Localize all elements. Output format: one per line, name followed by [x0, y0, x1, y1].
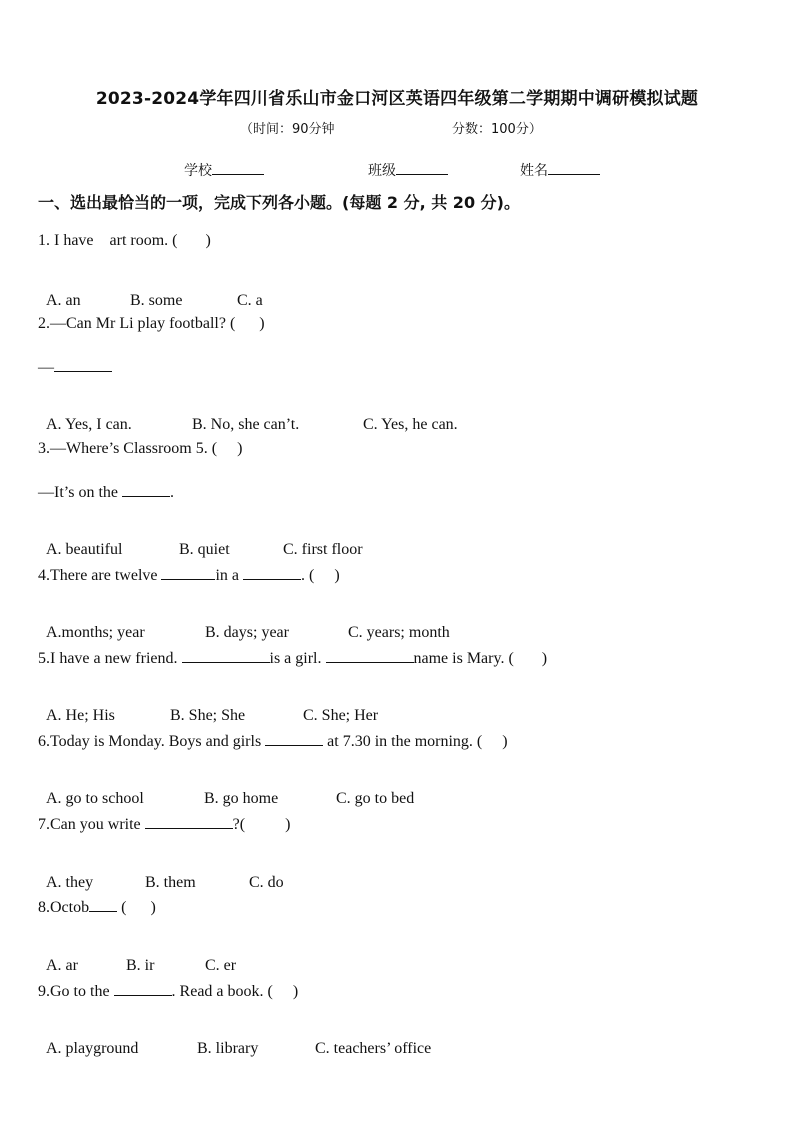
question-4-stem: [38, 565, 340, 585]
option-c[interactable]: C. years; month: [348, 624, 450, 641]
option-b[interactable]: B. quiet: [179, 541, 230, 558]
option-c[interactable]: C. teachers’ office: [315, 1040, 432, 1057]
option-a[interactable]: A. go to school: [46, 790, 144, 807]
answer-blank-2[interactable]: [243, 565, 301, 580]
option-a[interactable]: A. Yes, I can.: [46, 416, 132, 433]
question-8-stem: [38, 897, 156, 917]
class-label: 班级: [368, 163, 396, 179]
exam-score: 分数：100分）: [452, 122, 542, 137]
stem-text: 7.Can you write: [38, 816, 145, 833]
school-blank[interactable]: [212, 160, 264, 175]
question-7-options: [38, 856, 284, 892]
option-b[interactable]: B. ir: [126, 957, 155, 974]
stem-text: . ( ): [301, 567, 340, 584]
question-7-stem: [38, 814, 290, 834]
question-8-options: [38, 939, 236, 975]
answer-blank[interactable]: [145, 814, 233, 829]
question-9-stem: [38, 981, 298, 1001]
question-9-options: [38, 1022, 431, 1058]
question-3-answer-line: —It’s on the .: [38, 484, 174, 501]
stem-text: ( ): [117, 899, 156, 916]
answer-blank[interactable]: [122, 482, 170, 497]
stem-text: name is Mary. ( ): [413, 650, 548, 667]
question-5-stem: [38, 648, 547, 668]
answer-blank-1[interactable]: [182, 648, 270, 663]
option-c[interactable]: C. do: [249, 874, 284, 891]
school-label: 学校: [184, 163, 212, 179]
stem-text: ?( ): [232, 816, 291, 833]
question-3-options: [38, 523, 363, 559]
class-field[interactable]: [368, 160, 448, 180]
option-a[interactable]: A. ar: [46, 957, 78, 974]
option-a[interactable]: A. an: [46, 292, 81, 309]
stem-text: —It’s on the: [38, 484, 122, 501]
exam-time: （时间：90分钟: [240, 122, 335, 137]
option-a[interactable]: A.months; year: [46, 624, 145, 641]
stem-text: 9.Go to the: [38, 983, 114, 1000]
answer-blank[interactable]: [89, 897, 117, 912]
stem-text: in a: [215, 567, 244, 584]
option-b[interactable]: B. some: [130, 292, 183, 309]
question-4-options: [38, 606, 450, 642]
stem-text: 6.Today is Monday. Boys and girls: [38, 733, 266, 750]
question-5-options: [38, 689, 378, 725]
name-field[interactable]: [520, 160, 600, 180]
question-3-stem: 3.—Where’s Classroom 5. ( ): [38, 440, 243, 457]
option-a[interactable]: A. they: [46, 874, 94, 891]
class-blank[interactable]: [396, 160, 448, 175]
question-2-answer-line: [38, 357, 112, 377]
exam-title: 2023-2024学年四川省乐山市金口河区英语四年级第二学期期中调研模拟试题: [95, 89, 699, 109]
question-1-options: [38, 274, 263, 310]
section-heading: 一、选出最恰当的一项，完成下列各小题。(每题 2 分, 共 20 分)。: [38, 193, 520, 212]
option-a[interactable]: A. beautiful: [46, 541, 123, 558]
stem-text: at 7.30 in the morning. ( ): [323, 733, 508, 750]
question-6-stem: [38, 731, 508, 751]
question-6-options: [38, 772, 414, 808]
option-b[interactable]: B. library: [197, 1040, 259, 1057]
option-b[interactable]: B. days; year: [205, 624, 289, 641]
name-blank[interactable]: [548, 160, 600, 175]
stem-text: 5.I have a new friend.: [38, 650, 182, 667]
question-2-options: [38, 398, 458, 434]
option-c[interactable]: C. Yes, he can.: [363, 416, 458, 433]
option-b[interactable]: B. go home: [204, 790, 279, 807]
school-field[interactable]: [184, 160, 264, 180]
dash: —: [38, 359, 54, 376]
option-c[interactable]: C. a: [237, 292, 263, 309]
answer-blank[interactable]: [265, 731, 323, 746]
answer-blank[interactable]: [54, 357, 112, 372]
question-2-stem: 2.—Can Mr Li play football? ( ): [38, 315, 265, 332]
option-a[interactable]: A. playground: [46, 1040, 139, 1057]
option-a[interactable]: A. He; His: [46, 707, 115, 724]
option-c[interactable]: C. She; Her: [303, 707, 379, 724]
answer-blank-1[interactable]: [161, 565, 215, 580]
stem-text: is a girl.: [269, 650, 326, 667]
stem-text: . Read a book. ( ): [171, 983, 299, 1000]
question-1-stem: 1. I have art room. ( ): [38, 232, 211, 249]
option-c[interactable]: C. er: [205, 957, 237, 974]
answer-blank-2[interactable]: [326, 648, 414, 663]
option-b[interactable]: B. She; She: [170, 707, 246, 724]
stem-text: 8.Octob: [38, 899, 90, 916]
option-c[interactable]: C. go to bed: [336, 790, 415, 807]
answer-blank[interactable]: [114, 981, 172, 996]
stem-text: 4.There are twelve: [38, 567, 162, 584]
option-b[interactable]: B. them: [145, 874, 196, 891]
option-c[interactable]: C. first floor: [283, 541, 363, 558]
option-b[interactable]: B. No, she can’t.: [192, 416, 300, 433]
name-label: 姓名: [520, 163, 548, 179]
